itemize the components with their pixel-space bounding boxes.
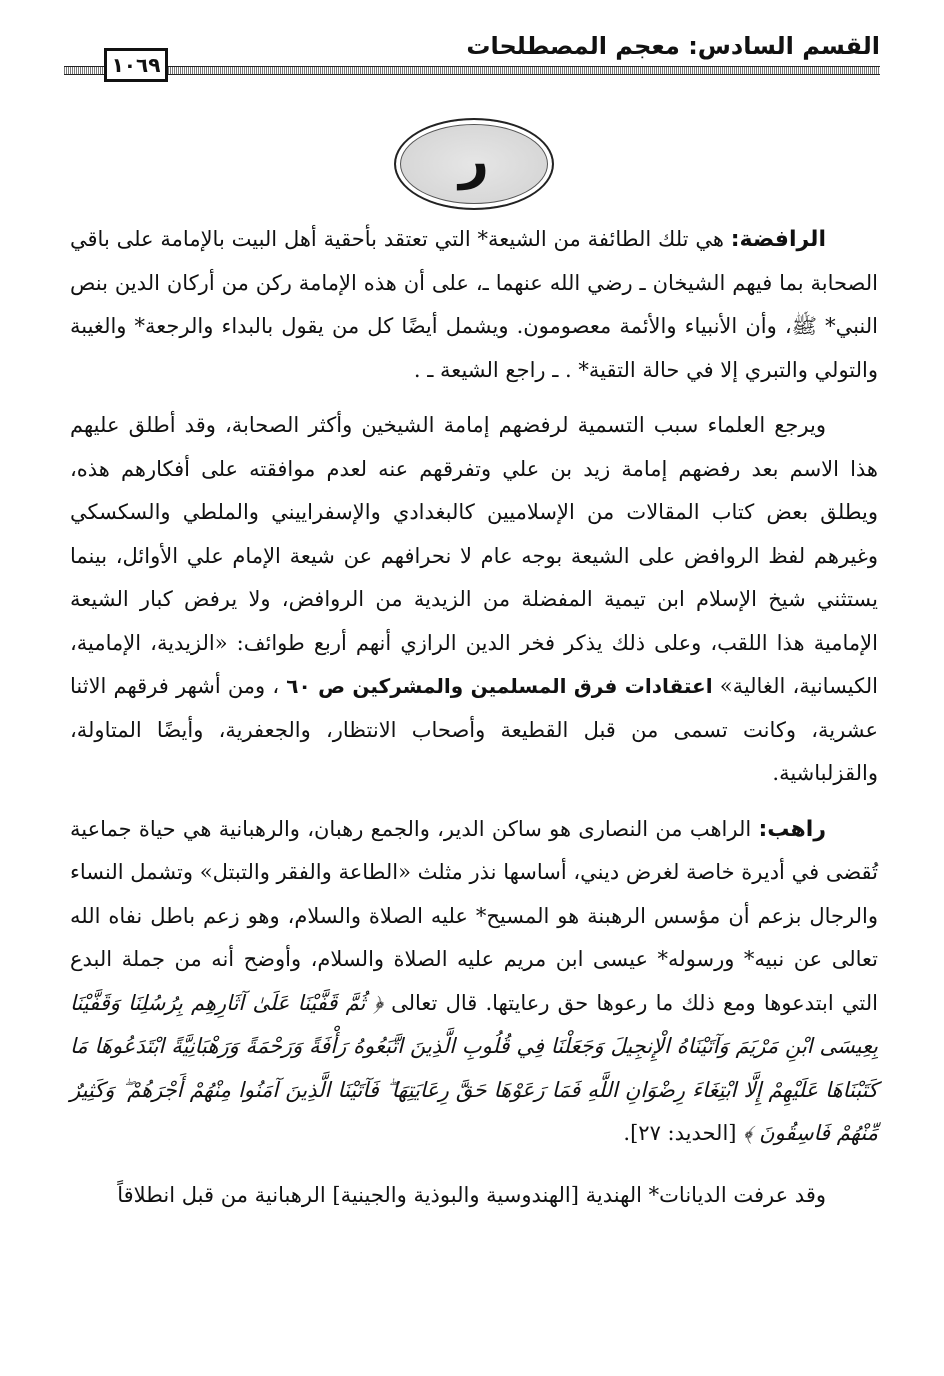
- entry-rafida-paragraph-2: [70, 404, 878, 796]
- section-title: القسم السادس: معجم المصطلحات: [466, 32, 880, 60]
- entry-term: راهب:: [758, 816, 826, 842]
- entry-raheb-paragraph: [70, 808, 878, 1156]
- entry-text: ، ومن أشهر فرقهم الاثنا عشرية، وكانت تسمى من قبل القطيعة وأصحاب الانتظار، والجعفرية، وأيضًا المتاولة، والقزلباشية.: [70, 674, 878, 785]
- entry-raheb-paragraph-2: [70, 1174, 878, 1218]
- header-rule: [64, 66, 880, 75]
- quran-verse: ﴿ ثُمَّ قَفَّيْنَا عَلَىٰ آثَارِهِم بِرُسُلِنَا وَقَفَّيْنَا بِعِيسَى ابْنِ مَرْيَمَ وَآتَيْنَاهُ الْإِنجِيلَ وَجَعَلْنَا فِي قُلُوبِ الَّذِينَ اتَّبَعُوهُ رَأْفَةً وَرَحْمَةً وَرَهْبَانِيَّةً ابْتَدَعُوهَا مَا كَتَبْنَاهَا عَلَيْهِمْ إِلَّا ابْتِغَاءَ رِضْوَانِ اللَّهِ فَمَا رَعَوْهَا حَقَّ رِعَايَتِهَا ۖ فَآتَيْنَا الَّذِينَ آمَنُوا مِنْهُمْ أَجْرَهُمْ ۖ وَكَثِيرٌ مِّنْهُمْ فَاسِقُونَ ﴾: [70, 990, 878, 1145]
- entry-text: الراهب من النصارى هو ساكن الدير، والجمع رهبان، والرهبانية هي حياة جماعية تُقضى في أديرة خاصة لغرض ديني، أساسها نذر مثلث «الطاعة والفقر والتبتل» وتشمل النساء والرجال بزعم أن مؤسس الرهبنة هو المسيح* عليه الصلاة والسلام، وهو زعم باطل نفاه الله تعالى عن نبيه* ورسوله* عيسى ابن مريم عليه الصلاة والسلام، وأوضح أنه من جملة البدع التي ابتدعوها ومع ذلك ما رعوها حق رعايتها. قال تعالى: [70, 816, 878, 1015]
- verse-reference: [الحديد: ٢٧].: [623, 1121, 737, 1145]
- page-header: [64, 28, 880, 80]
- section-letter-badge: [394, 118, 554, 210]
- entry-rafida-paragraph: [70, 218, 878, 392]
- section-letter: ر: [459, 131, 489, 191]
- page-body: [70, 218, 878, 1217]
- page-number: ١٠٦٩: [104, 48, 168, 82]
- entry-text: وقد عرفت الديانات* الهندية [الهندوسية والبوذية والجينية] الرهبانية من قبل انطلاقاً: [117, 1182, 826, 1207]
- source-reference: اعتقادات فرق المسلمين والمشركين ص ٦٠: [286, 674, 713, 698]
- entry-text: ويرجع العلماء سبب التسمية لرفضهم إمامة الشيخين وأكثر الصحابة، وقد أطلق عليهم هذا الاسم بعد رفضهم إمامة زيد بن علي وتفرقهم عنه لعدم موافقته على أفكارهم هذه، ويطلق بعض كتاب المقالات من الإسلاميين كالبغدادي والإسفراييني والملطي والسكسكي وغيرهم لفظ الروافض على الشيعة بوجه عام لا نحرافهم عن شيعة الإمام علي الأوائل، بينما يستثني شيخ الإسلام ابن تيمية المفضلة من الزيدية من الروافض، ولا يرفض كبار الشيعة الإمامية هذا اللقب، وعلى ذلك يذكر فخر الدين الرازي أنهم أربع طوائف: «الزيدية، الإمامية، الكيسانية، الغالية»: [70, 413, 879, 698]
- entry-term: الرافضة:: [730, 227, 826, 252]
- entry-text: هي تلك الطائفة من الشيعة* التي تعتقد بأحقية أهل البيت بالإمامة على باقي الصحابة بما فيهم الشيخان ـ رضي الله عنهما ـ، على أن هذه الإمامة ركن من أركان الدين بنص النبي* ﷺ، وأن الأنبياء والأئمة معصومون. ويشمل أيضًا كل من يقول بالبداء والرجعة* والغيبة والتولي والتبري إلا في حالة التقية* . ـ راجع الشيعة ـ .: [70, 227, 878, 382]
